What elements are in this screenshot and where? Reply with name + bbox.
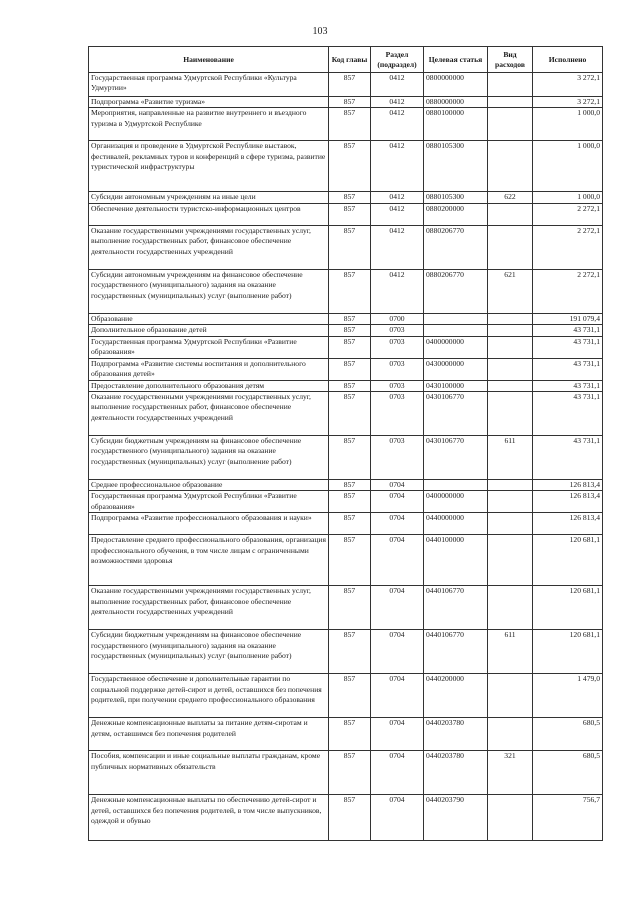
- cell-name: Подпрограмма «Развитие профессионального образования и науки»: [89, 513, 329, 535]
- cell-expense-type: 621: [488, 269, 533, 313]
- cell-name: Субсидии бюджетным учреждениям на финансовое обеспечение государственного (муниципального) задания на оказание государственных (муниципальных) услуг (выполнение работ): [89, 436, 329, 480]
- cell-article: 0430106770: [424, 392, 488, 436]
- cell-section: 0412: [371, 192, 424, 203]
- cell-code: 857: [329, 795, 371, 841]
- cell-name: Подпрограмма «Развитие системы воспитания и дополнительного образования детей»: [89, 358, 329, 380]
- cell-code: 857: [329, 392, 371, 436]
- cell-expense-type: [488, 586, 533, 630]
- page-number: 103: [312, 26, 328, 37]
- header-name: Наименование: [89, 47, 329, 73]
- cell-article: 0440106770: [424, 630, 488, 674]
- cell-section: 0412: [371, 269, 424, 313]
- table-row: [89, 269, 603, 313]
- cell-code: 857: [329, 513, 371, 535]
- cell-section: 0704: [371, 480, 424, 491]
- cell-article: 0880105300: [424, 192, 488, 203]
- cell-name: Образование: [89, 313, 329, 324]
- cell-name: Дополнительное образование детей: [89, 325, 329, 336]
- cell-executed: 3 272,1: [533, 97, 603, 108]
- cell-article: 0440106770: [424, 586, 488, 630]
- cell-expense-type: [488, 203, 533, 225]
- cell-code: 857: [329, 203, 371, 225]
- cell-name: Организация и проведение в Удмуртской Республике выставок, фестивалей, рекламных туров и конференций в сфере туризма, развитие туристической инфраструктуры: [89, 141, 329, 192]
- cell-section: 0703: [371, 436, 424, 480]
- cell-article: 0880105300: [424, 141, 488, 192]
- cell-code: 857: [329, 751, 371, 795]
- cell-code: 857: [329, 225, 371, 269]
- cell-executed: 126 813,4: [533, 491, 603, 513]
- cell-expense-type: [488, 718, 533, 751]
- cell-article: 0440100000: [424, 535, 488, 586]
- table-row: [89, 795, 603, 841]
- table-row: [89, 535, 603, 586]
- cell-article: 0400000000: [424, 491, 488, 513]
- cell-name: Субсидии бюджетным учреждениям на финансовое обеспечение государственного (муниципального) задания на оказание государственных (муниципальных) услуг (выполнение работ): [89, 630, 329, 674]
- cell-executed: 43 731,1: [533, 436, 603, 480]
- cell-code: 857: [329, 269, 371, 313]
- cell-executed: 126 813,4: [533, 480, 603, 491]
- cell-code: 857: [329, 73, 371, 97]
- cell-name: Субсидии автономным учреждениям на иные цели: [89, 192, 329, 203]
- cell-executed: 191 079,4: [533, 313, 603, 324]
- cell-executed: 120 681,1: [533, 630, 603, 674]
- cell-expense-type: [488, 480, 533, 491]
- cell-section: 0703: [371, 325, 424, 336]
- table-row: [89, 718, 603, 751]
- cell-article: [424, 480, 488, 491]
- cell-executed: 680,5: [533, 718, 603, 751]
- cell-expense-type: [488, 535, 533, 586]
- table-row: [89, 491, 603, 513]
- cell-expense-type: [488, 97, 533, 108]
- cell-name: Государственная программа Удмуртской Республики «Культура Удмуртии»: [89, 73, 329, 97]
- cell-section: 0703: [371, 380, 424, 391]
- cell-section: 0704: [371, 491, 424, 513]
- table-header-row: [89, 47, 603, 73]
- cell-name: Оказание государственными учреждениями государственных услуг, выполнение государственных работ, финансовое обеспечение деятельности государственных учреждений: [89, 586, 329, 630]
- table-row: [89, 513, 603, 535]
- cell-article: [424, 313, 488, 324]
- cell-executed: 2 272,1: [533, 269, 603, 313]
- cell-section: 0704: [371, 718, 424, 751]
- cell-section: 0704: [371, 535, 424, 586]
- cell-executed: 1 000,0: [533, 141, 603, 192]
- header-code: Код главы: [329, 47, 371, 73]
- cell-name: Пособия, компенсации и иные социальные выплаты гражданам, кроме публичных нормативных обязательств: [89, 751, 329, 795]
- cell-executed: 1 000,0: [533, 192, 603, 203]
- cell-article: 0440203790: [424, 795, 488, 841]
- cell-expense-type: [488, 108, 533, 141]
- cell-section: 0704: [371, 751, 424, 795]
- cell-expense-type: [488, 392, 533, 436]
- cell-section: 0412: [371, 141, 424, 192]
- cell-name: Денежные компенсационные выплаты по обеспечению детей-сирот и детей, оставшихся без попечения родителей, в том числе выпускников, одеждой и обувью: [89, 795, 329, 841]
- table-body: [89, 73, 603, 841]
- cell-executed: 43 731,1: [533, 392, 603, 436]
- cell-expense-type: 611: [488, 630, 533, 674]
- cell-section: 0412: [371, 225, 424, 269]
- cell-article: [424, 325, 488, 336]
- table-row: [89, 97, 603, 108]
- cell-expense-type: [488, 795, 533, 841]
- cell-executed: 680,5: [533, 751, 603, 795]
- cell-article: 0400000000: [424, 336, 488, 358]
- cell-executed: 756,7: [533, 795, 603, 841]
- header-expense-type: Вид расходов: [488, 47, 533, 73]
- cell-executed: 120 681,1: [533, 535, 603, 586]
- cell-article: 0440200000: [424, 674, 488, 718]
- cell-expense-type: [488, 674, 533, 718]
- cell-article: 0880100000: [424, 108, 488, 141]
- cell-name: Денежные компенсационные выплаты за питание детям-сиротам и детям, оставшимся без попечения родителей: [89, 718, 329, 751]
- table-row: [89, 358, 603, 380]
- cell-name: Государственное обеспечение и дополнительные гарантии по социальной поддержке детей-сирот и детей, оставшихся без попечения родителей, при получении среднего профессионального образования: [89, 674, 329, 718]
- cell-code: 857: [329, 630, 371, 674]
- cell-code: 857: [329, 491, 371, 513]
- cell-section: 0704: [371, 513, 424, 535]
- header-article: Целевая статья: [424, 47, 488, 73]
- table-row: [89, 313, 603, 324]
- cell-executed: 1 000,0: [533, 108, 603, 141]
- cell-expense-type: 611: [488, 436, 533, 480]
- cell-executed: 3 272,1: [533, 73, 603, 97]
- cell-executed: 2 272,1: [533, 225, 603, 269]
- table-row: [89, 192, 603, 203]
- table-row: [89, 751, 603, 795]
- cell-name: Государственная программа Удмуртской Республики «Развитие образования»: [89, 491, 329, 513]
- header-executed: Исполнено: [533, 47, 603, 73]
- table-row: [89, 73, 603, 97]
- cell-expense-type: 622: [488, 192, 533, 203]
- table-row: [89, 141, 603, 192]
- cell-name: Предоставление дополнительного образования детям: [89, 380, 329, 391]
- cell-code: 857: [329, 97, 371, 108]
- cell-name: Среднее профессиональное образование: [89, 480, 329, 491]
- table-row: [89, 108, 603, 141]
- cell-name: Подпрограмма «Развитие туризма»: [89, 97, 329, 108]
- cell-article: 0440203780: [424, 718, 488, 751]
- cell-section: 0703: [371, 336, 424, 358]
- cell-article: 0440000000: [424, 513, 488, 535]
- cell-executed: 120 681,1: [533, 586, 603, 630]
- cell-expense-type: [488, 313, 533, 324]
- cell-section: 0412: [371, 203, 424, 225]
- cell-name: Предоставление среднего профессионального образования, организация профессионального обучения, в том числе лицам с ограниченными возможностями здоровья: [89, 535, 329, 586]
- cell-expense-type: [488, 73, 533, 97]
- cell-section: 0704: [371, 630, 424, 674]
- cell-section: 0412: [371, 108, 424, 141]
- cell-article: 0430000000: [424, 358, 488, 380]
- cell-section: 0412: [371, 97, 424, 108]
- cell-code: 857: [329, 535, 371, 586]
- cell-code: 857: [329, 380, 371, 391]
- cell-executed: 43 731,1: [533, 358, 603, 380]
- table-row: [89, 480, 603, 491]
- cell-section: 0704: [371, 586, 424, 630]
- cell-section: 0700: [371, 313, 424, 324]
- header-section: Раздел (подраздел): [371, 47, 424, 73]
- cell-expense-type: [488, 141, 533, 192]
- table-row: [89, 586, 603, 630]
- cell-expense-type: [488, 225, 533, 269]
- cell-article: 0880206770: [424, 269, 488, 313]
- cell-code: 857: [329, 336, 371, 358]
- table-row: [89, 674, 603, 718]
- cell-expense-type: [488, 513, 533, 535]
- cell-section: 0704: [371, 795, 424, 841]
- table-row: [89, 325, 603, 336]
- cell-code: 857: [329, 325, 371, 336]
- cell-executed: 2 272,1: [533, 203, 603, 225]
- cell-executed: 43 731,1: [533, 380, 603, 391]
- cell-name: Оказание государственными учреждениями государственных услуг, выполнение государственных работ, финансовое обеспечение деятельности государственных учреждений: [89, 225, 329, 269]
- cell-code: 857: [329, 192, 371, 203]
- budget-execution-table: [88, 46, 603, 841]
- cell-article: 0800000000: [424, 73, 488, 97]
- cell-executed: 43 731,1: [533, 325, 603, 336]
- cell-name: Мероприятия, направленные на развитие внутреннего и въездного туризма в Удмуртской Республике: [89, 108, 329, 141]
- cell-section: 0703: [371, 358, 424, 380]
- cell-name: Обеспечение деятельности туристско-информационных центров: [89, 203, 329, 225]
- cell-code: 857: [329, 480, 371, 491]
- cell-section: 0704: [371, 674, 424, 718]
- cell-article: 0880000000: [424, 97, 488, 108]
- table-row: [89, 380, 603, 391]
- cell-expense-type: [488, 358, 533, 380]
- table-row: [89, 225, 603, 269]
- table-row: [89, 436, 603, 480]
- table-row: [89, 392, 603, 436]
- cell-section: 0703: [371, 392, 424, 436]
- cell-executed: 1 479,0: [533, 674, 603, 718]
- table-row: [89, 630, 603, 674]
- cell-code: 857: [329, 674, 371, 718]
- table-row: [89, 203, 603, 225]
- cell-expense-type: [488, 336, 533, 358]
- cell-code: 857: [329, 141, 371, 192]
- cell-expense-type: 321: [488, 751, 533, 795]
- cell-expense-type: [488, 325, 533, 336]
- cell-code: 857: [329, 718, 371, 751]
- cell-article: 0440203780: [424, 751, 488, 795]
- cell-code: 857: [329, 586, 371, 630]
- cell-name: Субсидии автономным учреждениям на финансовое обеспечение государственного (муниципального) задания на оказание государственных (муниципальных) услуг (выполнение работ): [89, 269, 329, 313]
- cell-name: Государственная программа Удмуртской Республики «Развитие образования»: [89, 336, 329, 358]
- cell-expense-type: [488, 491, 533, 513]
- cell-code: 857: [329, 436, 371, 480]
- cell-article: 0880200000: [424, 203, 488, 225]
- cell-executed: 126 813,4: [533, 513, 603, 535]
- cell-section: 0412: [371, 73, 424, 97]
- cell-article: 0430106770: [424, 436, 488, 480]
- cell-article: 0880206770: [424, 225, 488, 269]
- cell-code: 857: [329, 358, 371, 380]
- cell-executed: 43 731,1: [533, 336, 603, 358]
- cell-expense-type: [488, 380, 533, 391]
- cell-name: Оказание государственными учреждениями государственных услуг, выполнение государственных работ, финансовое обеспечение деятельности государственных учреждений: [89, 392, 329, 436]
- cell-article: 0430100000: [424, 380, 488, 391]
- cell-code: 857: [329, 313, 371, 324]
- cell-code: 857: [329, 108, 371, 141]
- table-row: [89, 336, 603, 358]
